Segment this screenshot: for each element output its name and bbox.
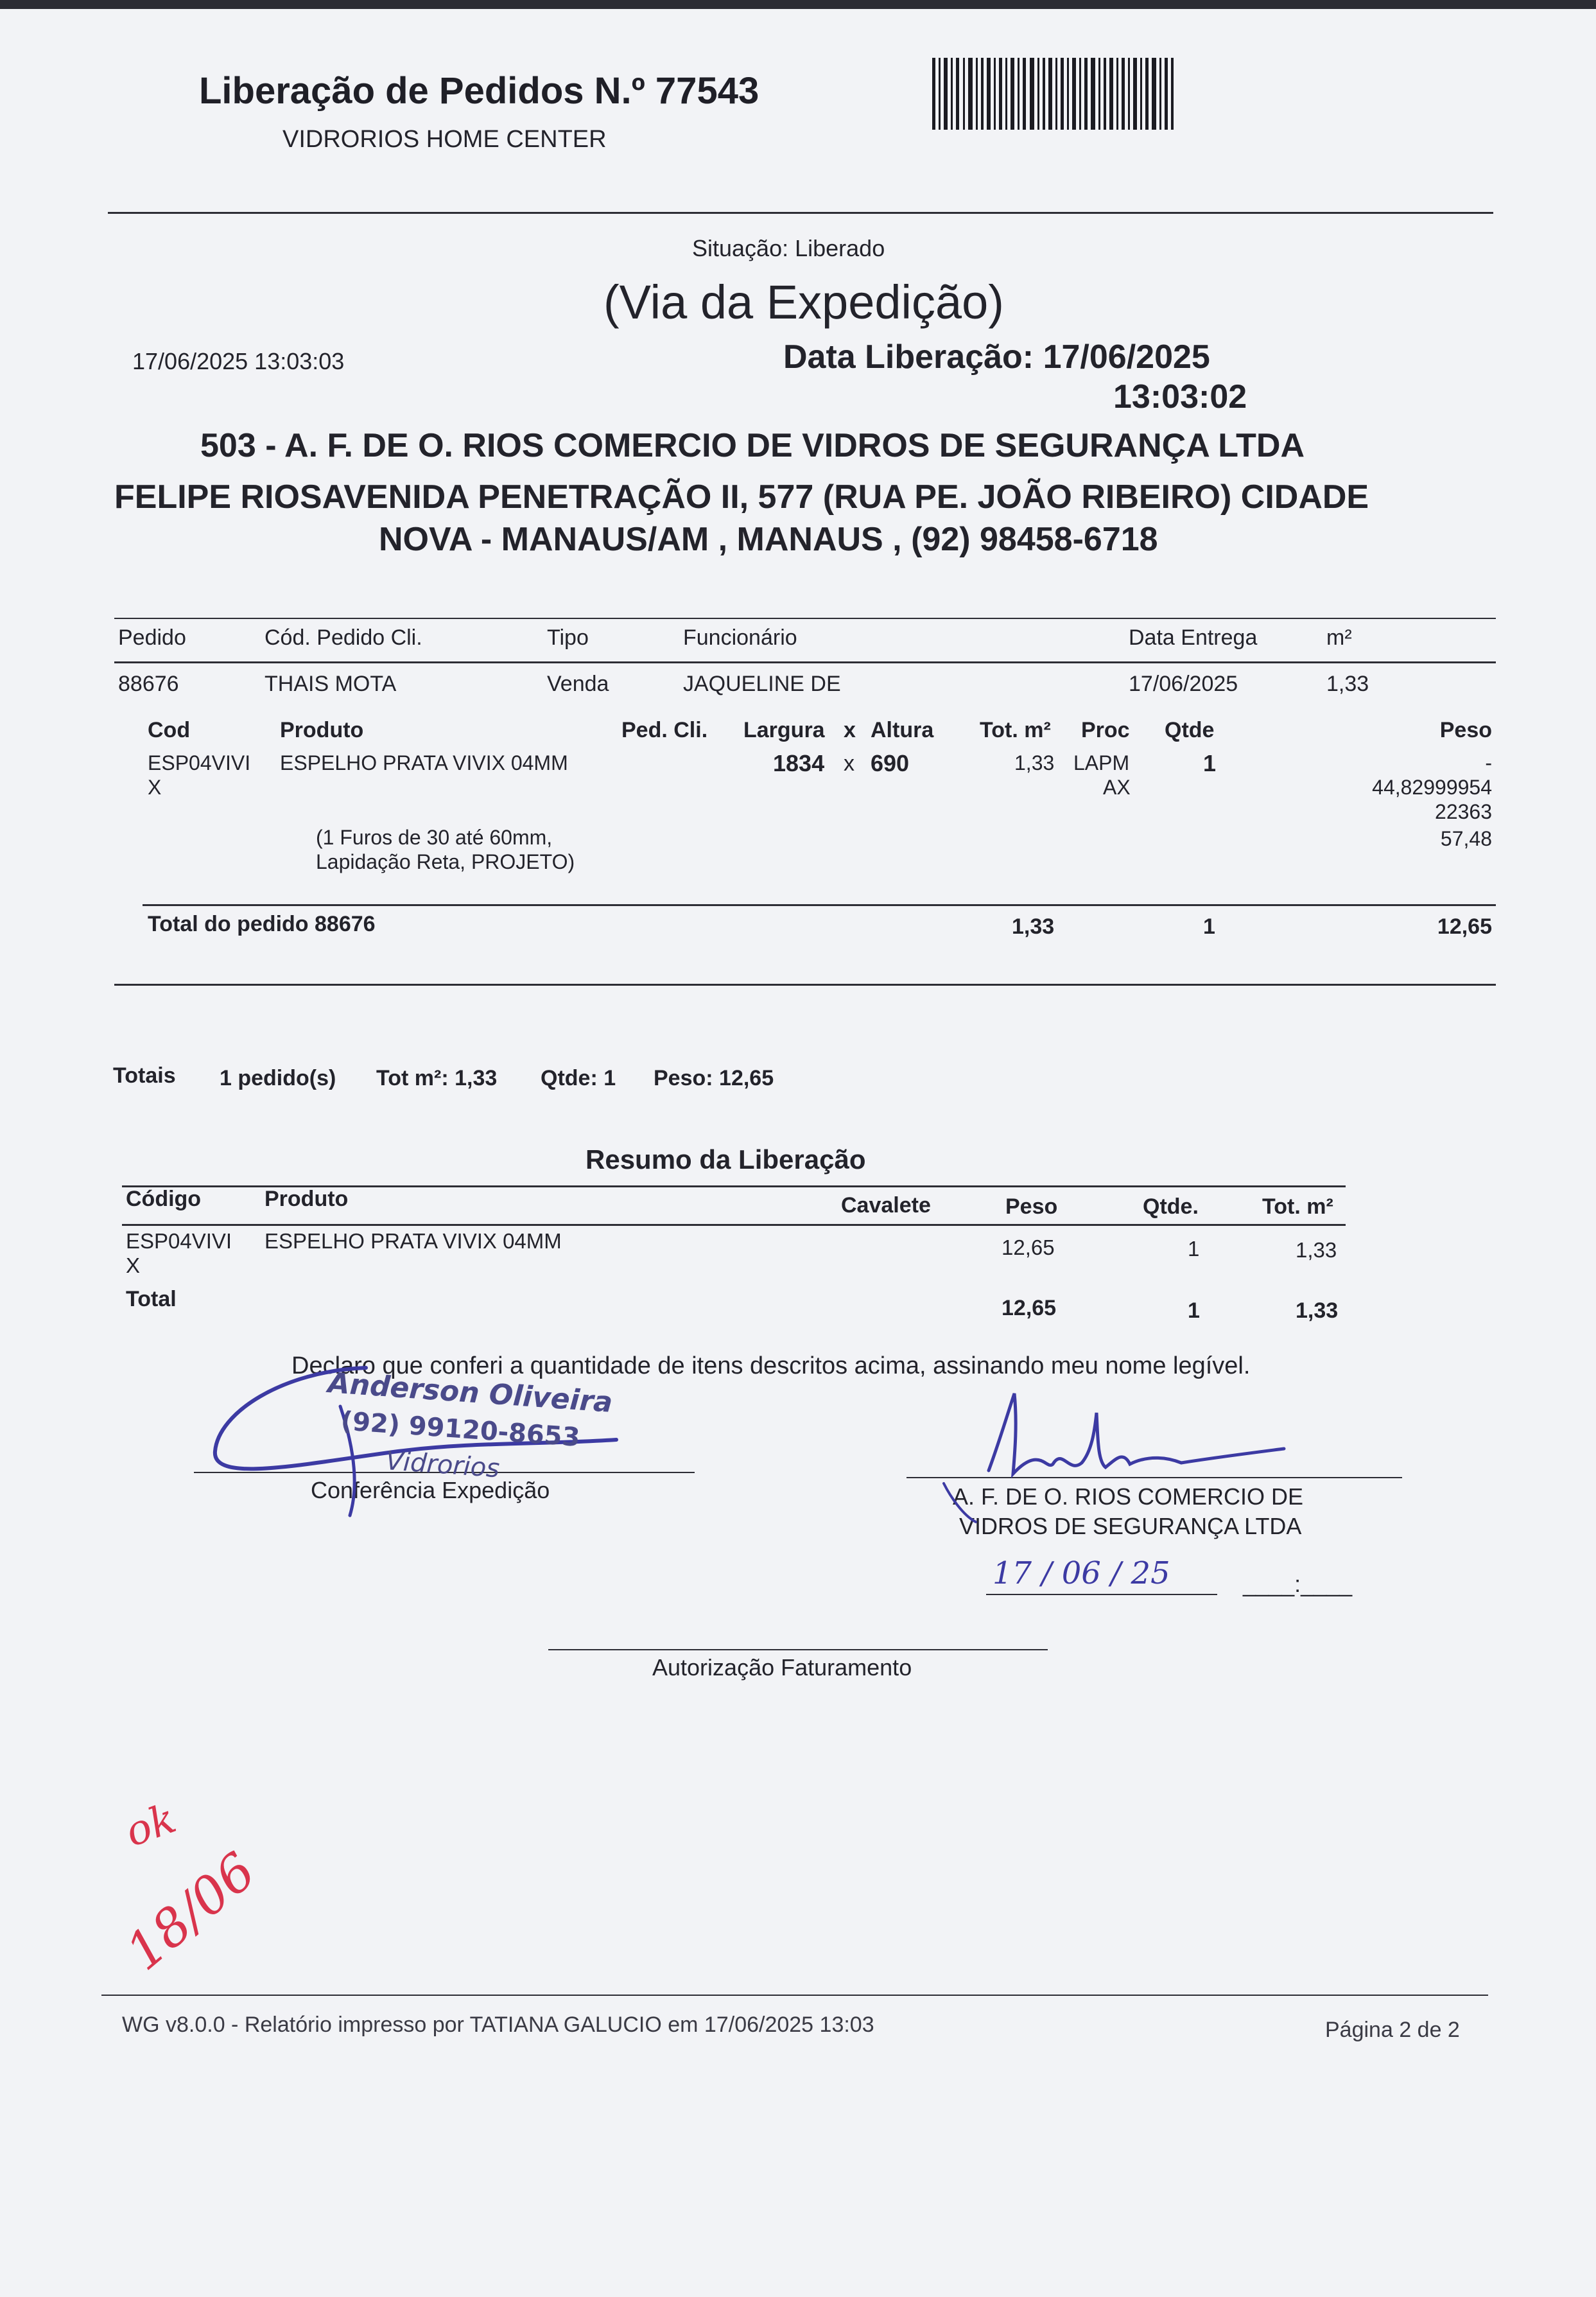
item-note-2: Lapidação Reta, PROJETO) [316,850,575,873]
totals-qtde: Qtde: 1 [541,1066,616,1090]
footer-printed-by: WG v8.0.0 - Relatório impresso por TATIANA GALUCIO em 17/06/2025 13:03 [122,2013,874,2037]
summary-total-tot-m2: 1,33 [1296,1298,1339,1323]
col-tot-m2: Tot. m² [980,718,1051,742]
order-cod-pedido-cli: THAIS MOTA [265,672,397,696]
order-total-peso: 12,65 [1437,914,1492,939]
declaration-text: Declaro que conferi a quantidade de itens descritos acima, assinando meu nome legível. [291,1352,1251,1379]
order-table-top-rule [114,618,1496,619]
item-proc-1: LAPM [1073,751,1130,774]
item-peso-2: 44,82999954 [1372,776,1492,799]
summary-header-rule [122,1224,1346,1226]
order-total-label: Total do pedido 88676 [148,912,376,936]
summary-col-produto: Produto [265,1187,349,1211]
footer-rule [101,1995,1488,1996]
date-line [986,1594,1217,1595]
summary-produto: ESPELHO PRATA VIVIX 04MM [265,1229,562,1253]
item-largura: 1834 [773,750,825,776]
summary-tot-m2: 1,33 [1296,1238,1337,1262]
totals-peso: Peso: 12,65 [654,1066,774,1090]
col-ped-cli: Ped. Cli. [621,718,708,742]
section-divider [114,984,1496,986]
scan-edge [0,0,1596,9]
summary-total-qtde: 1 [1188,1298,1200,1323]
summary-qtde: 1 [1188,1237,1200,1261]
footer-page-number: Página 2 de 2 [1325,2018,1460,2042]
client-address-2: NOVA - MANAUS/AM , MANAUS , (92) 98458-6718 [379,521,1158,558]
col-altura: Altura [871,718,934,742]
left-signature-stamp [205,1355,629,1522]
summary-peso: 12,65 [1002,1236,1055,1259]
client-address-1: FELIPE RIOSAVENIDA PENETRAÇÃO II, 577 (RUA PE. JOÃO RIBEIRO) CIDADE [114,478,1369,516]
order-data-entrega: 17/06/2025 [1129,672,1238,696]
client-signature-label-1: A. F. DE O. RIOS COMERCIO DE [953,1483,1304,1510]
client-name: 503 - A. F. DE O. RIOS COMERCIO DE VIDROS DE SEGURANÇA LTDA [200,427,1305,464]
release-date: Data Liberação: 17/06/2025 [783,338,1210,376]
order-total-m2: 1,33 [1012,914,1055,939]
order-m2: 1,33 [1326,672,1369,696]
item-cod-1: ESP04VIVI [148,751,251,774]
col-pedido: Pedido [118,625,186,650]
summary-total-label: Total [126,1287,177,1311]
item-tot-m2: 1,33 [1014,751,1055,774]
summary-col-tot-m2: Tot. m² [1262,1194,1333,1219]
item-cod-2: X [148,776,162,799]
col-data-entrega: Data Entrega [1129,625,1258,650]
col-qtde: Qtde [1165,718,1215,742]
col-cod-pedido-cli: Cód. Pedido Cli. [265,625,422,650]
via-label: (Via da Expedição) [603,275,1004,329]
print-datetime: 17/06/2025 13:03:03 [132,348,345,374]
header-divider [108,212,1493,214]
order-tipo: Venda [547,672,609,696]
col-largura: Largura [743,718,825,742]
summary-col-codigo: Código [126,1187,202,1211]
status-text: Situação: Liberado [692,235,885,261]
summary-total-peso: 12,65 [1002,1296,1057,1320]
item-qtde: 1 [1203,750,1217,776]
stamp-company: Vidrorios [385,1446,501,1484]
summary-col-peso: Peso [1005,1194,1058,1219]
authorization-label: Autorização Faturamento [652,1654,912,1681]
item-total-rule [143,904,1496,906]
stamp-phone: (92) 99120-8653 [340,1406,581,1453]
col-tipo: Tipo [547,625,589,650]
item-proc-2: AX [1103,776,1131,799]
time-placeholder: ____:____ [1243,1571,1353,1597]
totals-pedidos: 1 pedido(s) [220,1066,336,1090]
item-altura: 690 [871,750,910,776]
item-peso-1: - [1485,751,1492,774]
summary-codigo-1: ESP04VIVI [126,1229,232,1253]
release-time: 13:03:02 [1113,378,1247,415]
stamp-name: Anderson Oliveira [327,1367,614,1419]
col-peso: Peso [1439,718,1492,742]
handwritten-received-date: 18/06 [115,1840,267,1982]
col-funcionario: Funcionário [683,625,797,650]
col-produto: Produto [280,718,364,742]
item-produto: ESPELHO PRATA VIVIX 04MM [280,751,568,774]
summary-col-qtde: Qtde. [1143,1194,1199,1219]
col-cod: Cod [148,718,191,742]
item-peso-4: 57,48 [1440,827,1492,850]
totals-m2: Tot m²: 1,33 [376,1066,498,1090]
summary-title: Resumo da Liberação [585,1144,866,1175]
order-funcionario: JAQUELINE DE [683,672,841,696]
client-signature-label-2: VIDROS DE SEGURANÇA LTDA [959,1513,1302,1539]
client-handwritten-signature [937,1387,1323,1528]
item-note-1: (1 Furos de 30 até 60mm, [316,826,553,849]
order-pedido: 88676 [118,672,179,696]
authorization-line [548,1649,1048,1650]
handwritten-date: 17 / 06 / 25 [993,1555,1170,1591]
conferencia-label: Conferência Expedição [311,1477,550,1503]
handwritten-ok: ok [119,1795,182,1856]
item-x: x [844,751,854,776]
totals-label: Totais [113,1063,176,1088]
company-name: VIDRORIOS HOME CENTER [282,126,607,153]
summary-codigo-2: X [126,1253,141,1277]
order-total-qtde: 1 [1203,914,1215,939]
document-title: Liberação de Pedidos N.º 77543 [199,70,759,112]
col-m2: m² [1326,625,1352,650]
summary-col-cavalete: Cavalete [841,1193,931,1218]
col-x: x [844,718,856,742]
item-peso-3: 22363 [1435,800,1492,823]
order-table-header-rule [114,661,1496,663]
col-proc: Proc [1081,718,1130,742]
